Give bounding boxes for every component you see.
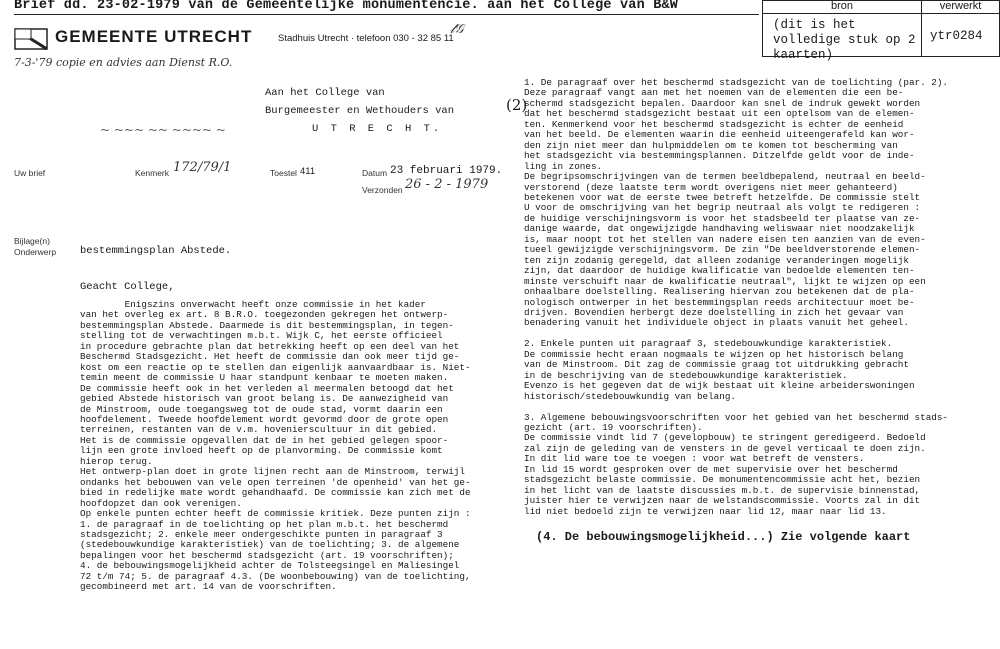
date-value: 23 februari 1979. — [390, 165, 503, 177]
text-line: de huidige verschijningsvorm is voor het stadsbeeld ter plaatse van ze- — [524, 212, 921, 224]
text-line: verstorend (deze laatste term wordt overigens niet meer gehanteerd) — [524, 181, 898, 193]
reference-label: Kenmerk — [135, 168, 170, 178]
text-line: lid niet bedoeld zijn te verwijzen naar lid 12, maar naar lid 13. — [524, 505, 887, 517]
salutation: Geacht College, — [80, 281, 175, 293]
text-line: van het overleg ex art. 8 B.R.O. toegezonden gekregen het ontwerp- — [80, 309, 449, 321]
source-header: bron — [762, 0, 922, 14]
addressee-line-3: U T R E C H T. — [312, 123, 443, 135]
addressee-line-1: Aan het College van — [265, 87, 385, 99]
text-line: In lid 15 wordt gesproken over de met supervisie over het beschermd — [524, 463, 898, 475]
sent-label: Verzonden — [362, 185, 403, 195]
text-line: hoofdopzet dan ook verenigen. — [80, 497, 242, 509]
text-line: De commissie vindt lid 7 (gevelopbouw) te stringent geredigeerd. Bedoeld — [524, 432, 926, 444]
handwritten-note: 7-3-'79 copie en advies aan Dienst R.O. — [14, 56, 233, 69]
body-right — [524, 78, 994, 517]
text-line: Op enkele punten echter heeft de commissie kritiek. Deze punten zijn : — [80, 508, 471, 520]
signature-scribble: ~ ~~~ ~~ ~~~~ ~ — [100, 123, 226, 137]
text-line: Deze paragraaf vangt aan met het noemen van de elementen die een be- — [524, 87, 904, 99]
text-line: de Minstroom, oude toegangsweg tot de oude stad, vormt daarin een — [80, 403, 443, 415]
text-line: 72 t/m 74; 5. de paragraaf 4.3. (De woonbebouwing) van de toelichting, — [80, 570, 471, 582]
text-line: van de Minstroom. Dit zag de commissie graag tot uitdrukking gebracht — [524, 359, 909, 371]
text-line: terreinen, restanten van de v.m. hovenierscultuur in dit gebied. — [80, 424, 438, 436]
text-line: In dit lid ware toe te voegen : voor wat betreft de vensters. — [524, 453, 865, 465]
your-letter-label: Uw brief — [14, 168, 46, 178]
addressee-line-2: Burgemeester en Wethouders van — [265, 105, 455, 117]
subject-label: Onderwerp — [14, 247, 57, 257]
text-line: nologisch ontwerper in het bestemmingsplan reeds architectuur moet be- — [524, 296, 915, 308]
text-line: 1. de paragraaf in de toelichting op het plan m.b.t. het beschermd — [80, 518, 449, 530]
text-line: het stadsgezicht via bestemmingsplannen. Ditzelfde geldt voor de inde- — [524, 150, 915, 162]
date-label: Datum — [362, 168, 388, 178]
processed-header: verwerkt — [921, 0, 1000, 14]
text-line: De commissie heeft ook in het verleden al meermalen betoogd dat het — [80, 382, 454, 394]
text-line: Enigszins onverwacht heeft onze commissie in het kader — [80, 299, 426, 310]
text-line: ten. Kenmerkend voor het beschermd stadsgezicht is echter de eenheid — [524, 118, 904, 130]
text-line: hierop terug. — [80, 455, 153, 467]
organisation-name: GEMEENTE UTRECHT — [55, 27, 253, 46]
initials-scribble: 𝓁𝒢 — [450, 22, 464, 37]
text-line: bepalingen voor het beschermd stadsgezicht (art. 19 voorschriften); — [80, 549, 454, 561]
text-line: De commissie hecht eraan nogmaals te wijzen op het historisch belang — [524, 348, 904, 360]
source-cell: (dit is het volledige stuk op 2 kaarten) — [762, 13, 922, 57]
text-line: schermd stadsgezicht bepalen. Daardoor kan snel de indruk gewekt worden — [524, 97, 921, 109]
text-line: gezicht (art. 19 voorschriften). — [524, 421, 703, 433]
document-heading: Brief dd. 23-02-1979 van de Gemeentelijke monumentencie. aan het College van B&W — [14, 0, 679, 13]
attachment-label: Bijlage(n) — [14, 236, 50, 246]
text-line: lijn een grote invloed heeft op de planvorming. De commissie komt — [80, 445, 443, 457]
text-line: is, maar noopt tot het stellen van nadere eisen ten aanzien van de even- — [524, 233, 926, 245]
reference-value: 172/79/1 — [173, 160, 232, 175]
subject-value: bestemmingsplan Abstede. — [80, 245, 232, 257]
text-line: 4. de bebouwingsmogelijkheid achter de Tolsteegsingel en Maliesingel — [80, 560, 460, 572]
text-line: dat het beschermd stadsgezicht bestaat uit een optelsom van de elemen- — [524, 108, 915, 120]
text-line: juister hier te verwijzen naar de welstandscommissie. Voorts zal in dit — [524, 495, 921, 507]
text-line: Het ontwerp-plan doet in grote lijnen recht aan de Minstroom, terwijl — [80, 466, 465, 478]
text-line: bestemmingsplan Abstede. Daarmede is dit bestemmingsplan, in tegen- — [80, 319, 454, 331]
text-line: stelling tot de verwachtingen m.b.t. Wijk C, het eerste officieel — [80, 330, 443, 342]
sent-value: 26 - 2 - 1979 — [405, 177, 489, 192]
text-line: betekenen voor wat de eerste twee betreft hetzelfde. De commissie stelt — [524, 191, 921, 203]
text-line: 3. Algemene bebouwingsvoorschriften voor het gebied van het beschermd stads- — [524, 411, 949, 423]
text-line: Het is de commissie opgevallen dat de in het gebied gelegen spoor- — [80, 434, 449, 446]
text-line: kost om een reactie op te stellen dan eigenlijk aanvaardbaar is. Niet- — [80, 361, 471, 373]
text-line: zijn, dat daardoor de huidige kwalificatie van bedoelde elementen ten- — [524, 265, 915, 277]
text-line: van het beeld. De elementen waarin die eenheid uiteengerafeld kan wor- — [524, 129, 915, 141]
text-line: temin meent de commissie U haar standpunt kenbaar te moeten maken. — [80, 372, 449, 384]
text-line: 2. Enkele punten uit paragraaf 3, stedebouwkundige karakteristiek. — [524, 338, 893, 350]
text-line: onhaalbare doelstelling. Realisering hiervan zou betekenen dat de pla- — [524, 286, 915, 298]
text-line: bied in redelijke mate wordt gehandhaafd. De commissie kan zich met de — [80, 487, 471, 499]
text-line: drijven. Bovendien herbergt deze doelstelling in zich het gevaar van — [524, 306, 904, 318]
organisation-address: Stadhuis Utrecht · telefoon 030 - 32 85 11 — [278, 33, 454, 44]
text-line: den zijn niet meer dan hulpmiddelen om te komen tot bescherming van — [524, 139, 898, 151]
text-line: 1. De paragraaf over het beschermd stadsgezicht van de toelichting (par. 2). — [524, 77, 949, 88]
text-line: tueel gewijzigde verschijningsvorm. De zin "De beeldverstorende elemen- — [524, 244, 921, 256]
source-table — [762, 0, 1000, 62]
body-left — [80, 299, 471, 593]
text-line: stadsgezicht; 2. enkele meer ondergeschikte punten in paragraaf 3 — [80, 528, 443, 540]
text-line: ling in zones. — [524, 160, 603, 172]
text-line: in het licht van de laatste discussies m.b.t. de supervisie binnenstad, — [524, 484, 921, 496]
heading-underline — [14, 14, 759, 15]
text-line: Beschermd Stadsgezicht. Het heeft de commissie dan ook meer tijd ge- — [80, 351, 460, 363]
extension-label: Toestel — [270, 168, 297, 178]
text-line: danige waarde, dat ongewijzigde handhaving weliswaar niet noodzakelijk — [524, 223, 915, 235]
text-line: (stedebouwkundige karakteristiek) van de toelichting; 3. de algemene — [80, 539, 460, 551]
text-line — [524, 402, 994, 412]
text-line: in procedure gebrachte plan dat betrekking heeft op een deel van het — [80, 340, 460, 352]
text-line: De begripsomschrijvingen van de termen beeldbepalend, neutraal en beeld- — [524, 171, 926, 183]
closing-line: (4. De bebouwingsmogelijkheid...) Zie volgende kaart — [536, 530, 911, 544]
text-line: minste verschuift naar de kwalificatie neutraal", lijkt te wijzen op een — [524, 275, 926, 287]
text-line: zal zijn de geleding van de vensters in de gevel verticaal te doen zijn. — [524, 442, 926, 454]
text-line: ten zijn zodanig geregeld, dat alleen zodanige veranderingen mogelijk — [524, 254, 909, 266]
text-line: gecombineerd met art. 14 van de voorschriften. — [80, 581, 337, 593]
text-line: hoofdelement. Tweede hoofdelement wordt gevormd door de grote open — [80, 413, 449, 425]
text-line: stadsgezicht belaste commissie. De monumentencommissie acht het, bezien — [524, 474, 921, 486]
text-line: Evenzo is het gegeven dat de wijk bestaat uit kleine arbeiderswoningen — [524, 380, 915, 392]
processed-cell: ytr0284 — [921, 13, 1000, 57]
text-line: U voor de omschrijving van het begrip neutraal als volgt te redigeren : — [524, 202, 921, 214]
text-line: benadering vanuit het individuele object in plaats vanuit het geheel. — [524, 317, 909, 329]
text-line: historisch/stedebouwkundig van belang. — [524, 390, 737, 402]
text-line: ondanks het bebouwen van vele open terreinen 'de openheid' van het ge- — [80, 476, 471, 488]
text-line: gebied Abstede historisch van groot belang is. De aanwezigheid van — [80, 393, 449, 405]
city-crest-icon — [14, 28, 48, 50]
page-marker: (2) — [506, 96, 528, 114]
extension-value: 411 — [300, 166, 316, 177]
text-line: in de beschrijving van de stedebouwkundige karakteristiek. — [524, 369, 848, 381]
